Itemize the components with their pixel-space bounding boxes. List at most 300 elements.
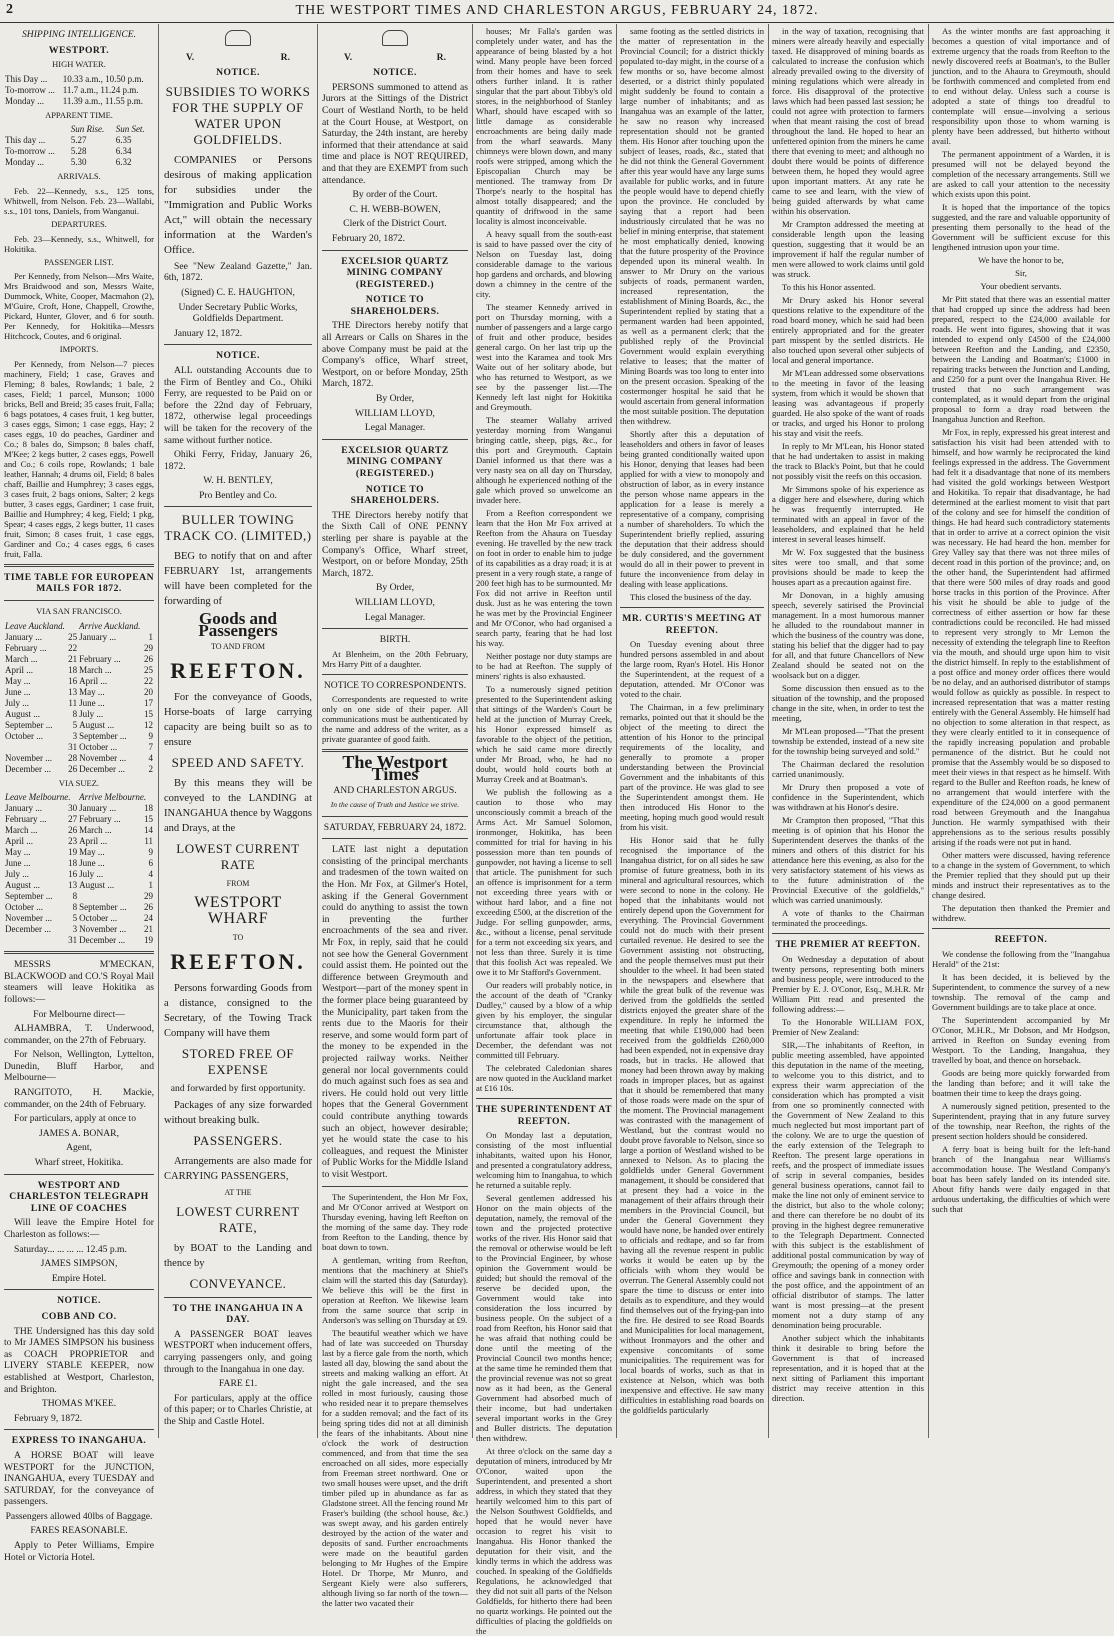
subheading: VIA SUEZ. bbox=[58, 777, 100, 788]
advert-heading: LOWEST CURRENT RATE, bbox=[176, 1203, 300, 1235]
suez-mail-cell: 30 bbox=[68, 803, 78, 814]
sf-mail-cell: 29 bbox=[144, 642, 153, 653]
article-paragraph: same footing as the settled districts in the matter of representation in the Provincial Council; for a district thickly populated to-day might, in the course of a few months or so, have become almost deserted, or a district thinly populated might suddenly be found to contain a large number of inhabitants; and as Inangahua was an example of the latter, he saw no reason why increased representation should not be granted them. His Honor after touching upon the subject of leases, roads, &c., stated that he did not think the General Government after this year would have any large sums available for public works, and in future the people would have to depend chiefly upon the province. He concluded by saying that a report had been industriously circulated that he was no belief in mining enterprise, that statement he most emphatically denied, knowing that the future prosperity of the Province depended upon its mineral wealth. In answer to Mr Drury on the various subjects of roads, permanent warden, increased representation, the establishment of Mining Boards, &c., the Superintendent replied by stating that a permanent warden had been appointed, as well as a permanent clerk; that the published reply of the Provincial Government would explain everything relative to leases; that the matter of Mining Boards was too long to enter into on the present occasion. Speaking of the costermonger hospital he said that he would ascertain from general information the most suitable position. The deputation then withdrew. bbox=[620, 26, 765, 426]
article-paragraph: Other matters were discussed, having reference to a change in the system of Government, to which the Premier replied that they should put up their minds and instruct their representatives as to the change desired. bbox=[932, 850, 1110, 900]
divider bbox=[4, 600, 154, 601]
suez-mail-row bbox=[4, 924, 154, 935]
advert-text: Saturday... ... ... ... 12.45 p.m. bbox=[14, 1243, 127, 1255]
notice-heading: BIRTH. bbox=[379, 634, 411, 646]
sf-mail-cell bbox=[4, 742, 65, 753]
signature: THOMAS M'KEE. bbox=[41, 1398, 117, 1410]
sf-mail-cell bbox=[78, 643, 140, 654]
sf-mail-cell: January ... bbox=[5, 631, 42, 642]
sf-mail-row bbox=[4, 698, 154, 709]
article-paragraph: To the Honorable WILLIAM FOX, Premier of New Zealand: bbox=[772, 1016, 924, 1037]
subheading: ARRIVALS. bbox=[57, 171, 101, 182]
tide-table bbox=[4, 74, 154, 107]
divider bbox=[772, 933, 924, 934]
advert-text: FROM bbox=[226, 879, 250, 889]
sun-cell: 6.35 bbox=[115, 135, 132, 146]
advert-heading: WESTPORT AND CHARLESTON TELEGRAPH LINE OF COACHES bbox=[9, 1179, 149, 1214]
advert-text: For Nelson, Wellington, Lyttelton, Dunedin, Bluff Harbor, and Melbourne— bbox=[4, 1049, 154, 1084]
notice-heading: NOTICE TO CORRESPONDENTS. bbox=[323, 679, 467, 691]
suez-mail-cell: 21 bbox=[144, 924, 153, 935]
suez-mail-cell: 19 bbox=[144, 935, 153, 946]
article-paragraph: At three o'clock on the same day a deputation of miners, introduced by Mr O'Conor, waited upon the Superintendent, and presented a short address, in which they stated that they heartily welcomed him to this part of the Nelson Southwest Goldfields, and hoped that he would never have occasion to regret his visit to Inangahua. His Honor thanked the deputation for their visit, and the kindly terms in which the address was couched. In speaking of the Goldfields Regulations, he acknowledged that they did not suit all parts of the Nelson Goldfields, for hitherto there had been no quartz workings. He pointed out the difficulties of placing the goldfields on the bbox=[476, 1446, 612, 1636]
article-paragraph: On Monday last a deputation, consisting of the most influential inhabitants, waited upon his Honor, and presented a congratulatory address, welcoming him to Inangahua, to which he returned a suitable reply. bbox=[476, 1130, 612, 1191]
column-3 bbox=[322, 26, 468, 1608]
sf-mail-cell: 4 bbox=[148, 752, 153, 763]
suez-mail-cell: January ... bbox=[5, 803, 42, 814]
column-2 bbox=[164, 26, 312, 1436]
suez-mail-cell: September ... bbox=[79, 902, 127, 913]
divider bbox=[164, 506, 312, 507]
article-paragraph: Our readers will probably notice, in the account of the death of "Cranky Dudley," caused by a blow of a whip given by his employer, the singular circumstance that, although the unfortunate affair took place in December, the defendant was not committed till February. bbox=[476, 980, 612, 1060]
article-paragraph: It has been decided, it is believed by the Superintendent, to commence the survey of a new township. The removal of the camp and Government buildings are to take place at once. bbox=[932, 971, 1110, 1012]
article-paragraph: Some discussion then ensued as to the situation of the township, and the proposed change in the site, when, in order to test the meeting, bbox=[772, 683, 924, 723]
sf-mail-header-row bbox=[4, 621, 154, 632]
advert-heading: NOTICE TO SHAREHOLDERS. bbox=[350, 294, 440, 317]
signature-role: Wharf street, Hokitika. bbox=[34, 1157, 124, 1169]
suez-mail-cell: March ... bbox=[5, 825, 38, 836]
sf-mail-row bbox=[4, 753, 154, 764]
divider bbox=[4, 1429, 154, 1430]
sf-mail-cell: 20 bbox=[144, 686, 153, 697]
advert-text: By this means they will be conveyed to the LANDING at INANGAHUA thence by Waggons and Drays, at the bbox=[164, 778, 312, 835]
article-paragraph: SIR,—The inhabitants of Reefton, in public meeting assembled, have appointed this deputation in the name of the meeting, to welcome you to this district, and to express their warm appreciation of the consideration which has prompted a visit from one so prominently connected with the Government of New Zealand to this much neglected but most important part of the colony. We are to urge the question of the early extension of the Telegraph to Reefton. The present large operations in reefs, and the prospect of immediate issues of scrip in several companies, besides general business operations, cannot fail to make the line not only of eminent service to the district, but also to the whole colony; and there can therefore be no doubt of its proving in the highest degree remunerative to the Telegraph Department. Connected with this subject is the establishment of additional postal communication by way of Greymouth; the opening of a money order office and savings bank in connection with the post office, and the appointment of an official distributor of stamps. The latter want is most pressing—at the present moment not a duty stamp of any denomination being procurable. bbox=[772, 1039, 924, 1330]
sf-mail-cell: September ... bbox=[79, 730, 127, 741]
divider bbox=[932, 928, 1110, 929]
article-paragraph: The Superintendent accompanied by Mr O'Conor, M.H.R., Mr Dobson, and Mr Hodgson, arrived in Reefton on Sunday evening from Westport. To the Landing, Inangahua, they travelled by boat, and thence on horseback. bbox=[932, 1014, 1110, 1065]
article-paragraph: LATE last night a deputation consisting of the principal merchants and tradesmen of the town waited on the Hon. Mr Fox, at Gilmer's Hotel, asking if the General Government could do anything to assist the town in preventing the further encroachments of the sea and river. Mr Fox, in reply, said that he could not see how the General Government could assist them. He pointed out the difference between Greymouth and Westport—part of the money spent in the former place being guaranteed by the Municipality, part taken from the rents due to the Maoris for their reserve, and some would form part of the money to be expended in the projected railway works. Neither general nor local governments could do much against such foes as sea and rivers. He could hold out very little hopes that the General Government could contribute anything towards such an object, however desirable; yet he would state the case to his colleagues, and request the Minister of Public Works for the Middle Island to visit Westport. bbox=[322, 844, 468, 1180]
suez-mail-row bbox=[4, 891, 154, 902]
sf-mail-cell: 5 bbox=[72, 719, 78, 730]
advert-text: A PASSENGER BOAT leaves WESTPORT when inducement offers, carrying passengers only, and going through to the Inangahua in one day. bbox=[164, 1328, 312, 1375]
suez-mail-row bbox=[4, 825, 154, 836]
divider bbox=[164, 1297, 312, 1298]
sf-mail-cell: 13 bbox=[68, 686, 78, 697]
subheading: APPARENT TIME. bbox=[45, 109, 113, 120]
sun-table bbox=[4, 124, 154, 168]
suez-mail-cell: 6 bbox=[148, 858, 153, 869]
sf-mail-cell: December ... bbox=[5, 763, 51, 774]
article-paragraph: We have the honor to be, bbox=[978, 255, 1064, 265]
vr-r: R. bbox=[280, 51, 290, 63]
sf-mail-cell: 7 bbox=[148, 741, 153, 752]
sun-row bbox=[4, 146, 154, 157]
suez-mail-cell: December ... bbox=[5, 924, 51, 935]
sf-mail-cell: 17 bbox=[144, 697, 153, 708]
column-rule bbox=[317, 24, 318, 1438]
advert-text: Persons forwarding Goods from a distance, consigned to the Secretary, of the Towing Track Company will have them bbox=[164, 983, 312, 1040]
suez-mail-cell: 5 bbox=[72, 913, 78, 924]
vr-r: R. bbox=[436, 51, 446, 63]
advert-text: THE Directors hereby notify that the Sixth Call of ONE PENNY sterling per share is payable at the Company's Office, Wharf street, Westport, on or before Monday, 25th March, 1872. bbox=[322, 509, 468, 579]
advert-text: Will leave the Empire Hotel for Charleston as follows:— bbox=[4, 1217, 154, 1240]
article-paragraph: in the way of taxation, recognising that miners were already heavily and especially taxed. He disapproved of mining boards as calculated to increase the confusion which already prevailed owing to the diversity of mining regulations which were already in force. His disapproval of the protective laws which had been passed last session; he could not agree with protection to farmers when that meant raising the cost of bread throughout the land. He hoped to hear an unfettered opinion from the miners he came there that evening to meet; and although no doubt there would be points of difference between them, he hoped they would agree upon important matters. At any rate he came to see and learn, with the view of being guided afterwards by what came within his observation. bbox=[772, 26, 924, 216]
sun-cell: 6.34 bbox=[115, 146, 132, 157]
article-paragraph: The steamer Wallaby arrived yesterday morning from Wanganui bringing cattle, sheep, pigs, &c., for this port and Greymouth. Captain Daniel informed us that there was a very nasty sea on all day on Thursday, although he experienced nothing of the gale which proved so unwelcome an invader here. bbox=[476, 415, 612, 505]
suez-mail-row bbox=[4, 847, 154, 858]
column-4 bbox=[476, 26, 612, 1636]
article-paragraph: The Chairman, in a few preliminary remarks, pointed out that it should be the object of the meeting to direct the attention of his Honor to the principal requirements of the locality, and generally to promote a proper understanding between the Provincial Government and the inhabitants of this part of the province. He was glad to see the Superintendent amongst them. He then introduced His Honor to the meeting, hoping much good would result from his visit. bbox=[620, 702, 764, 833]
sun-header-cell: Sun Set. bbox=[115, 124, 145, 135]
advert-heading: CONVEYANCE. bbox=[189, 1275, 287, 1291]
article-paragraph: Sir, bbox=[1015, 268, 1027, 278]
advert-heading: REEFTON. bbox=[170, 658, 306, 684]
sf-mail-header-cell: Leave Auckland. bbox=[5, 620, 65, 631]
article-paragraph: The Superintendent, the Hon Mr Fox, and Mr O'Conor arrived at Westport on Thursday evening, having left Reefton on the morning of the same day. They rode from Reefton to the Landing, thence by boat down to town. bbox=[322, 1191, 468, 1252]
article-paragraph: We condense the following from the "Inangahua Herald" of the 21st: bbox=[932, 948, 1110, 969]
suez-mail-cell: 27 bbox=[68, 814, 78, 825]
article-paragraph: On Tuesday evening about three hundred persons assembled in and about the large room, Ryan's Hotel. His Honor the Superintendent, at the request of a deputation, attended. Mr O'Conor was voted to the chair. bbox=[620, 639, 764, 700]
article-paragraph: It is hoped that the importance of the topics suggested, and the rare and valuable opportunity of presenting them personally to the head of the Government will be sufficient excuse for this lengthened intrusion upon your time. bbox=[932, 202, 1110, 252]
suez-mail-cell: April ... bbox=[79, 836, 108, 847]
suez-mail-cell bbox=[4, 935, 65, 946]
imports-text: Per Kennedy, from Nelson—7 pieces machinery, Field; 1 case, Graves and Fleming; 8 bales, Rowlands; 1 bale, 2 cases, Field; 1 parcel, Munson; 1000 bricks, Bell and Breid; 35 cases fruit, Falla; 6 bags potatoes, 4 cases fruit, 1 keg butter, 3 cases eggs, Simon; 1 case eggs, Hay; 2 cases eggs, 10 do peaches, Gardiner and Co.; 8 bales do, Simpson; 8 bales chaff, M'Kee; 2 kegs butter, 2 cases eggs, Powell and Co.; 6 coils rope, Rowlands; 1 bale leather, Hannah; 4 drums oil, Field; 8 bales chaff, Baillie and Humphrey; 3 cases eggs, 3 cases fruit, 2 bags onions, Salter; 2 kegs butter, 3 cases eggs, Gardiner; 1 case fruit, Baillie and Humphrey; 4 keg, Field; 1 pkg, Spear; 4 cases eggs, 2 kegs butter, 11 cases fruit, Simon; 8 cases fruit, 1 case eggs, Gardiner and Co.; 4 cases eggs, 6 cases fruit, Falla. bbox=[4, 358, 154, 559]
advert-text: ALHAMBRA, T. Underwood, commander, on the 27th of February. bbox=[4, 1023, 154, 1046]
suez-mail-cell: 15 bbox=[144, 814, 153, 825]
divider bbox=[322, 838, 468, 839]
divider bbox=[322, 1186, 468, 1187]
suez-mail-cell bbox=[78, 891, 140, 902]
sf-mail-cell: 26 bbox=[144, 653, 153, 664]
sf-mail-table bbox=[4, 621, 154, 775]
subheading: DEPARTURES. bbox=[51, 218, 107, 229]
notice-text: Correspondents are requested to write only on one side of their paper. All communications must be authenticated by the name and address of the writer, as a private guarantee of good faith. bbox=[322, 694, 468, 745]
column-5 bbox=[620, 26, 764, 1436]
sun-cell: Monday ... bbox=[5, 157, 44, 168]
suez-mail-cell: February ... bbox=[79, 814, 121, 825]
date-line: February 9, 1872. bbox=[14, 1412, 83, 1424]
suez-mail-cell: August ... bbox=[79, 880, 115, 891]
column-rule bbox=[928, 24, 929, 1438]
sf-mail-cell: 3 bbox=[72, 730, 78, 741]
subheading: PASSENGER LIST. bbox=[44, 256, 114, 267]
column-rule bbox=[158, 24, 159, 1438]
section-heading: SHIPPING INTELLIGENCE. bbox=[21, 29, 137, 40]
divider bbox=[322, 674, 468, 675]
article-paragraph: The celebrated Caledonian shares are now quoted in the Auckland market at £16 10s. bbox=[476, 1063, 612, 1093]
suez-mail-header-cell: Arrive Melbourne. bbox=[79, 792, 147, 803]
article-heading: REEFTON. bbox=[994, 934, 1048, 945]
article-paragraph: From a Reefton correspondent we learn that the Hon Mr Fox arrived at Reefton from the Ahaura on Tuesday evening. He travelled by the new track on foot in order to enable him to judge of its capabilities as a dray road; it is at present in a very rough state, a range of 200 feet high has to be surmounted. Mr Fox did not arrive in Reefton until dusk. Just as he was entering the town he was met by the Provincial Engineer and Mr O'Conor, who had organised a search party, fearing that he had lost his way. bbox=[476, 508, 612, 648]
sun-cell: 5.30 bbox=[70, 157, 87, 168]
sun-header-cell: Sun Rise. bbox=[70, 124, 105, 135]
notice-text: At Blenheim, on the 20th February, Mrs Harry Pitt of a daughter. bbox=[322, 648, 468, 669]
sf-mail-cell: November ... bbox=[5, 752, 52, 763]
article-paragraph: A gentleman, writing from Reefton, mentions that the machinery at Shiel's claim will the started this day (Saturday). We believe this will be the first in operation at Reefton. We likewise learn from the same source that scrip in Anderson's was selling on Thursday at £9. bbox=[322, 1254, 468, 1325]
divider bbox=[164, 344, 312, 345]
advert-heading: BULLER TOWING TRACK CO. (LIMITED,) bbox=[164, 512, 312, 544]
sf-mail-cell: 8 bbox=[72, 708, 78, 719]
advert-text: Arrangements are also made for CARRYING PASSENGERS, bbox=[164, 1156, 312, 1183]
suez-mail-header-row bbox=[4, 792, 154, 803]
article-paragraph: The steamer Kennedy arrived in port on Thursday morning, with a number of passengers and a large cargo of fruit and other produce, besides general cargo. On her last trip up the west into the Karamea and took Mrs Waite out of her solitary abode, but who has returned to Westport, as we see by the passenger list.—The Kennedy left last night for Hokitika and Greymouth. bbox=[476, 302, 612, 412]
advert-heading: SUBSIDIES TO WORKS FOR THE SUPPLY OF WATER UPON GOLDFIELDS. bbox=[165, 83, 311, 147]
subheading: IMPORTS. bbox=[59, 344, 99, 355]
suez-mail-row bbox=[4, 913, 154, 924]
suez-mail-row bbox=[4, 803, 154, 814]
suez-mail-cell: 8 bbox=[72, 902, 78, 913]
advert-heading: NOTICE. bbox=[373, 67, 417, 79]
signature-role: Pro Bentley and Co. bbox=[199, 489, 277, 501]
suez-mail-row bbox=[4, 836, 154, 847]
advert-text: For particulars, apply at the office of this paper; or to Charles Christie, at the Ship and Castle Hotel. bbox=[164, 1392, 312, 1427]
suez-mail-cell: February ... bbox=[5, 814, 47, 825]
signature-role: Agent, bbox=[66, 1142, 92, 1154]
tide-cell: To-morrow ... bbox=[5, 84, 55, 95]
divider bbox=[4, 564, 154, 567]
suez-mail-cell: 4 bbox=[148, 869, 153, 880]
advert-text: Apply to Peter Williams, Empire Hotel or Victoria Hotel. bbox=[4, 1540, 154, 1563]
suez-mail-cell: April ... bbox=[5, 836, 33, 847]
sf-mail-cell: May ... bbox=[79, 686, 105, 697]
sun-row bbox=[4, 135, 154, 146]
article-paragraph: The Chairman declared the resolution carried unanimously. bbox=[772, 759, 924, 779]
tide-row bbox=[4, 85, 154, 96]
sf-mail-cell: March ... bbox=[5, 653, 38, 664]
sf-mail-cell: December ... bbox=[79, 763, 126, 774]
article-paragraph: To this his Honor assented. bbox=[782, 282, 876, 292]
suez-mail-cell: 1 bbox=[148, 880, 153, 891]
advert-heading: EXCELSIOR QUARTZ MINING COMPANY (REGISTERED.) bbox=[341, 255, 449, 290]
article-paragraph: To a numerously signed petition presented to the Superintendent asking that sittings of the Warden's Court be held at the junction of Murray Creek, his Honor expressed himself as favorable to the object of the petition, which he said came more directly under Mr Broad, who, he had no doubt, would hold courts both at Murray Creek and at Boatman's. bbox=[476, 684, 612, 784]
sf-mail-cell: 25 bbox=[144, 664, 153, 675]
article-paragraph: A vote of thanks to the Chairman terminated the proceedings. bbox=[772, 908, 924, 928]
divider bbox=[322, 816, 468, 817]
advert-text: For the conveyance of Goods, Horse-boats of large carrying capacity are being built so as to ensure bbox=[164, 692, 312, 749]
advert-text: COMPANIES or Persons desirous of making application for subsidies under the "Immigration and Public Works Act," will obtain the necessary information at the Warden's Office. bbox=[164, 153, 312, 256]
article-paragraph: Mr W. Fox suggested that the business sites were too small, and that some provisions should be made to keep the houses apart as a precaution against fire. bbox=[772, 547, 924, 587]
sf-mail-cell: May ... bbox=[5, 675, 31, 686]
suez-mail-cell: October ... bbox=[5, 902, 43, 913]
advert-text: FARES REASONABLE. bbox=[30, 1525, 128, 1537]
sun-cell: 5.27 bbox=[70, 135, 87, 146]
signature-role: Legal Manager. bbox=[364, 422, 426, 434]
sf-mail-cell: 26 bbox=[68, 763, 78, 774]
vr-line bbox=[322, 52, 468, 64]
column-rule bbox=[768, 24, 769, 1438]
article-paragraph: A ferry boat is being built for the left-hand branch of the Inangahua near Williams's accommodation house. The Westland Company's boat has been safely landed on its intended site. About fifty hands were daily engaged in that arduous undertaking, the difficulties of which were such that bbox=[932, 1143, 1110, 1214]
advert-text: by BOAT to the Landing and thence by bbox=[164, 1242, 312, 1269]
sf-mail-row bbox=[4, 643, 154, 654]
sf-mail-cell: 1 bbox=[148, 631, 153, 642]
paper-motto: In the cause of Truth and Justice we strive. bbox=[330, 800, 460, 810]
sf-mail-cell: 25 bbox=[68, 631, 78, 642]
sf-mail-cell: 11 bbox=[68, 697, 78, 708]
signature: WILLIAM LLOYD, bbox=[355, 596, 435, 608]
sf-mail-cell: 21 bbox=[68, 653, 78, 664]
advert-text: By Order, bbox=[376, 582, 414, 594]
sf-mail-cell: April ... bbox=[5, 664, 33, 675]
article-paragraph: Mr Fox, in reply, expressed his great interest and satisfaction his visit had been attended with to himself, and how warmly he reciprocated the kind feelings expressed in the address. The Government had felt it a disadvantage that none of its members had visited the gold workings between Westport and Hokitika. To repair that disadvantage, he had determined at the earliest moment to visit that part of the colony and see for himself the condition of things. He had heard such contradictory statements that in order to arrive at a correct opinion the visit was necessary. He had heard the hon. member for Grey Valley say that there was not three miles of decent road in this portion of the province; and, on the other hand, the Superintendent had affirmed that there were 500 miles of dray roads and good horse tracks in this portion of the Province. After his visit he should be able to judge of the correctness of either assertion or how far these contradictions could be reconciled. He had missed to represent very strongly to Mr Lemon the necessity of extending the telegraph line to Reefton via the mouth, and should urge upon him to visit the district himself. In reply to the establishment of a post office and money order offices there would be no delay, and an authorised distributor of stamps would follow as quickly as possible. In respect to increased representation that was a matter resting entirely with the General Assembly. He himself had no objection to some alteration in that respect, as they were clearly entitled to it in consequence of the rapidly increasing population and probable permanence of the district. But he could not promise that the Assembly would be so disposed to meet their views in that respect as he himself. With regard to the Buller and Reefton roads, he knew of no arrangement that would interfere with the expenditure of the £24,000 on a good permanent road between Greymouth and the Inangahua Junction. He warmly sympathised with their apprehensions as to the serious results possibly arising if the roads were not put in hand. bbox=[932, 427, 1110, 847]
sf-mail-cell: March ... bbox=[79, 664, 112, 675]
signature-role: Legal Manager. bbox=[364, 611, 426, 623]
advert-text: MESSRS M'MECKAN, BLACKWOOD and CO.'S Royal Mail steamers will leave Hokitika as follows:— bbox=[4, 959, 154, 1005]
suez-mail-cell: 24 bbox=[144, 913, 153, 924]
sf-mail-row bbox=[4, 709, 154, 720]
sun-header-row bbox=[4, 124, 154, 135]
divider bbox=[322, 439, 468, 440]
advert-heading: Goods and Passengers bbox=[198, 609, 278, 641]
sf-mail-cell: October ... bbox=[79, 741, 118, 752]
advert-text: BEG to notify that on and after FEBRUARY 1st, arrangements will have been completed for the forwarding of bbox=[164, 551, 312, 608]
sf-mail-cell: February ... bbox=[5, 642, 47, 653]
sf-mail-row bbox=[4, 742, 154, 753]
suez-mail-row bbox=[4, 814, 154, 825]
advert-heading: NOTICE. bbox=[57, 1295, 101, 1307]
signature: WILLIAM LLOYD, bbox=[355, 407, 435, 419]
article-paragraph: On Wednesday a deputation of about twenty persons, representing both miners and business people, were introduced to the Premier by E. J. O'Conor, Esq., M.H.R. Mr William Pitt read and presented the following address:— bbox=[772, 953, 924, 1014]
advert-text: Ohiki Ferry, Friday, January 26, 1872. bbox=[164, 449, 312, 472]
advert-text: Passengers allowed 40lbs of Baggage. bbox=[5, 1510, 153, 1522]
tide-cell: 11.7 a.m., 11.24 p.m. bbox=[62, 84, 139, 95]
suez-mail-cell: July ... bbox=[5, 869, 30, 880]
suez-mail-cell: March ... bbox=[79, 825, 112, 836]
advert-text: TO AND FROM bbox=[210, 641, 266, 651]
suez-mail-cell: 26 bbox=[68, 825, 78, 836]
advert-text: A HORSE BOAT will leave WESTPORT for the JUNCTION, INANGAHUA, every TUESDAY and SATURDAY, for the conveyance of passengers. bbox=[4, 1449, 154, 1508]
column-7 bbox=[932, 26, 1110, 1436]
suez-mail-cell: June ... bbox=[79, 858, 105, 869]
divider bbox=[322, 250, 468, 251]
advert-text: THE Undersigned has this day sold to Mr JAMES SIMPSON his business as COACH PROPRIETOR and LIVERY STABLE KEEPER, now established at Westport, Charleston, and Brighton. bbox=[4, 1325, 154, 1395]
sf-mail-cell: 2 bbox=[148, 763, 153, 774]
article-paragraph: Mr M'Lean proposed—"That the present township be extended, instead of a new site for the township being surveyed and sold." bbox=[772, 726, 924, 756]
tide-row bbox=[4, 96, 154, 107]
suez-mail-row bbox=[4, 869, 154, 880]
sf-mail-cell: 9 bbox=[148, 730, 153, 741]
sf-mail-row bbox=[4, 632, 154, 643]
tide-row bbox=[4, 74, 154, 85]
signature-role: Empire Hotel. bbox=[51, 1272, 107, 1284]
suez-mail-cell: 8 bbox=[72, 891, 78, 902]
tide-cell: 11.39 a.m., 11.55 p.m. bbox=[62, 95, 144, 106]
sf-mail-header-cell: Arrive Auckland. bbox=[79, 620, 141, 631]
sf-mail-row bbox=[4, 720, 154, 731]
suez-mail-cell: 26 bbox=[144, 902, 153, 913]
sf-mail-cell: 18 bbox=[68, 664, 78, 675]
signature: (Signed) C. E. HAUGHTON, bbox=[181, 286, 295, 298]
article-paragraph: Mr Pitt stated that there was an essential matter that had cropped up since the address had been prepared, respect to the £24,000 available for roads. He went into figures, showing that it was intended to expend only £4500 of the £24,000 between Reefton and the Landing, and £2350, between the Landing and Boatman's; £1000 in repairing tracks between the Junction and Landing, and £250 for a punt over the Inangahua River. He trusted that no such arrangement was contemplated, as it would depart from the original proposal to form a dray road between the Inangahua Junction and Reefton. bbox=[932, 294, 1110, 424]
divider bbox=[476, 1098, 612, 1099]
article-heading: THE SUPERINTENDENT AT REEFTON. bbox=[476, 1104, 612, 1127]
sun-header-cell bbox=[4, 124, 70, 135]
advert-text: For particulars, apply at once to bbox=[14, 1113, 137, 1125]
advert-text: TO bbox=[232, 932, 244, 942]
advert-heading: REEFTON. bbox=[170, 949, 306, 975]
suez-mail-cell: 18 bbox=[68, 858, 78, 869]
suez-mail-row bbox=[4, 902, 154, 913]
suez-mail-row bbox=[4, 858, 154, 869]
suez-mail-row bbox=[4, 880, 154, 891]
signature: W. H. BENTLEY, bbox=[203, 475, 273, 487]
advert-heading: TO THE INANGAHUA IN A DAY. bbox=[172, 1302, 304, 1326]
advert-heading: NOTICE. bbox=[216, 67, 260, 79]
vr-v: V. bbox=[344, 51, 353, 63]
divider bbox=[4, 951, 154, 954]
article-paragraph: houses; Mr Falla's garden was completely under water, and has the appearance of being blasted by a hot wind. Many people have been forced from their homes and have to seek others further inland. It is rather singular that the part about Tibby's old stores, in the neighborhood of Stanley Wharf, should have escaped with so little damage as considerable encroachments are being daily made from the wharf seawards. Many chimneys were blown down, and many roofs were stripped, among which the Episcopalian Church may be mentioned. The tramway from Dr Thorpe's nearly to the hospital has almost totally disappeared; and the quantity of driftwood in the same locality is almost inconceivable. bbox=[476, 26, 612, 226]
sf-mail-cell: 16 bbox=[68, 675, 78, 686]
tide-cell: 10.33 a.m., 10.50 p.m. bbox=[62, 73, 144, 84]
advert-heading: PASSENGERS. bbox=[193, 1133, 283, 1149]
advert-heading: STORED FREE OF EXPENSE bbox=[181, 1046, 295, 1078]
signature: JAMES A. BONAR, bbox=[39, 1127, 119, 1139]
sf-mail-cell: 22 bbox=[68, 642, 78, 653]
sf-mail-row bbox=[4, 654, 154, 665]
sf-mail-cell: June ... bbox=[5, 686, 31, 697]
suez-mail-cell: May ... bbox=[5, 847, 31, 858]
suez-mail-cell: 9 bbox=[148, 847, 153, 858]
article-paragraph: Your obedient servants. bbox=[980, 281, 1062, 291]
sf-mail-row bbox=[4, 731, 154, 742]
article-paragraph: Mr Simmons spoke of his experience as a digger here and elsewhere, during which he was frequently interrupted. He terminated with an appeal in favor of the leaseholders, and explained that he held interest in several leases himself. bbox=[772, 484, 924, 544]
sf-mail-cell: 28 bbox=[68, 752, 78, 763]
article-heading: MR. CURTIS'S MEETING AT REEFTON. bbox=[622, 613, 762, 636]
suez-mail-cell: December ... bbox=[79, 935, 126, 946]
paper-subtitle: AND CHARLESTON ARGUS. bbox=[333, 784, 457, 796]
passenger-text: Per Kennedy, from Nelson—Mrs Waite, Mrs Braidwood and son, Messrs Waite, Dummock, White, Cooper, Macmahon (2), M'Guire, Croft, Hone, Chappell, Crowthe, Pickard, Hunter, Glover, and 6 for south. Per Kennedy, for Hokitika—Messrs Hitchcock, Coutes, and 6 original. bbox=[4, 271, 154, 342]
suez-mail-cell: September ... bbox=[5, 891, 53, 902]
article-paragraph: The beautiful weather which we have had of late was succeeded on Thursday last by a fierce gale from the north, which lasted all day, blowing the sand about the streets and making walking an effort. At night the gale increased, and the sea rolled in most furiously, causing those who resided near it to prepare themselves for a sudden removal; and the fact of its being spring tides did not at all diminish the fears of the inhabitants. About nine o'clock the work of destruction commenced, and from that time the sea encroached on all sides, more especially from Freeman street northward. One or two small houses were upset, and the drift timber piled up in abundance as far as Gladstone street. All the fencing round Mr Fraser's building (the school house, &c.) was swept away, and his garden entirely destroyed by the action of the water and deposits of sand. Further encroachments were made on the beautiful garden belonging to Mr Hughes of the Empire Hotel. Dr Thorpe, Mr Munro, and Sergeant Kiely were also sufferers, although living so far north of the town—the latter two vacated their bbox=[322, 1327, 468, 1608]
suez-mail-cell: July ... bbox=[79, 869, 104, 880]
vr-line bbox=[164, 52, 312, 64]
suez-mail-cell: October ... bbox=[79, 913, 118, 924]
sun-cell: To-morrow ... bbox=[5, 146, 55, 157]
article-paragraph: Mr Drury then proposed a vote of confidence in the Superintendent, which was withdrawn at his Honor's desire. bbox=[772, 782, 924, 812]
column-rule bbox=[472, 24, 473, 1438]
suez-mail-cell: 29 bbox=[144, 891, 153, 902]
suez-mail-cell: May ... bbox=[79, 847, 105, 858]
suez-mail-cell: January ... bbox=[79, 803, 117, 814]
advert-text: FARE £1. bbox=[218, 1378, 258, 1390]
sf-mail-row bbox=[4, 687, 154, 698]
signature: C. H. WEBB-BOWEN, bbox=[349, 203, 441, 215]
sf-mail-cell: October ... bbox=[5, 730, 43, 741]
suez-mail-cell: 19 bbox=[68, 847, 78, 858]
royal-crest-icon bbox=[322, 30, 468, 50]
sf-mail-cell: April ... bbox=[79, 675, 108, 686]
masthead: THE WESTPORT TIMES AND CHARLESTON ARGUS, FEBRUARY 24, 1872. bbox=[295, 3, 819, 18]
article-paragraph: The permanent appointment of a Warden, it is presumed will not be delayed beyond the completion of the necessary arrangements. Still we are asked to call your attention to the necessity which exists upon this point. bbox=[932, 149, 1110, 199]
sf-mail-row bbox=[4, 676, 154, 687]
suez-mail-cell: 23 bbox=[68, 836, 78, 847]
sf-mail-cell: September ... bbox=[5, 719, 53, 730]
sf-mail-cell: November ... bbox=[79, 752, 127, 763]
advert-heading: COBB AND CO. bbox=[41, 1310, 117, 1322]
divider bbox=[4, 1174, 154, 1175]
article-paragraph: This closed the business of the day. bbox=[630, 592, 752, 602]
paper-title: The Westport Times bbox=[342, 752, 448, 784]
suez-mail-cell: 14 bbox=[144, 825, 153, 836]
tide-cell: Monday ... bbox=[5, 95, 44, 106]
signature-role: Clerk of the District Court. bbox=[343, 218, 447, 230]
advert-text: RANGITOTO, H. Mackie, commander, on the 24th of February. bbox=[4, 1087, 154, 1110]
sf-mail-cell: 12 bbox=[144, 719, 153, 730]
article-paragraph: A numerously signed petition, presented to the Superintendent, praying that in any future survey of the township, near Reefton, the rights of the present section holders should be considered. bbox=[932, 1100, 1110, 1141]
suez-mail-cell: November ... bbox=[5, 913, 52, 924]
article-paragraph: Mr Drury asked his Honor several questions relative to the expenditure of the road board money, which he said had been entirely appropriated and for the greater part misspent by the settled districts. He also touched upon several other subjects of local and general importance. bbox=[772, 295, 924, 365]
article-paragraph: Goods are being more quickly forwarded from the landing than before; and it will take the boatmen their time to keep the drays going. bbox=[932, 1067, 1110, 1098]
article-paragraph: Several gentlemen addressed his Honor on the main objects of the deputation, namely, the removal of the town and the projected protective works of the river. His Honor said that the removal or otherwise would be left to the Provincial Engineer, by whose opinion the Government would be guided; but should the removal of the reserve be decided upon, the Government would take into consideration the loss incurred by business people. On the subject of a road from Reefton, his Honor said that he was afraid that nothing could be done until the meeting of the Provincial Council two months hence; at the same time he reminded them that the provincial revenue was not so great now as it had been, as the General Government had absorbed much of their income, but had undertaken several important works in the Grey and Buller districts. The deputation then withdrew. bbox=[476, 1193, 612, 1444]
sf-mail-cell: 31 bbox=[68, 741, 78, 752]
advert-heading: NOTICE TO SHAREHOLDERS. bbox=[350, 483, 440, 507]
subheading: VIA SAN FRANCISCO. bbox=[36, 605, 122, 616]
date-line: January 12, 1872. bbox=[174, 327, 243, 339]
sf-mail-cell: August ... bbox=[79, 719, 115, 730]
port-heading: WESTPORT. bbox=[48, 44, 110, 56]
